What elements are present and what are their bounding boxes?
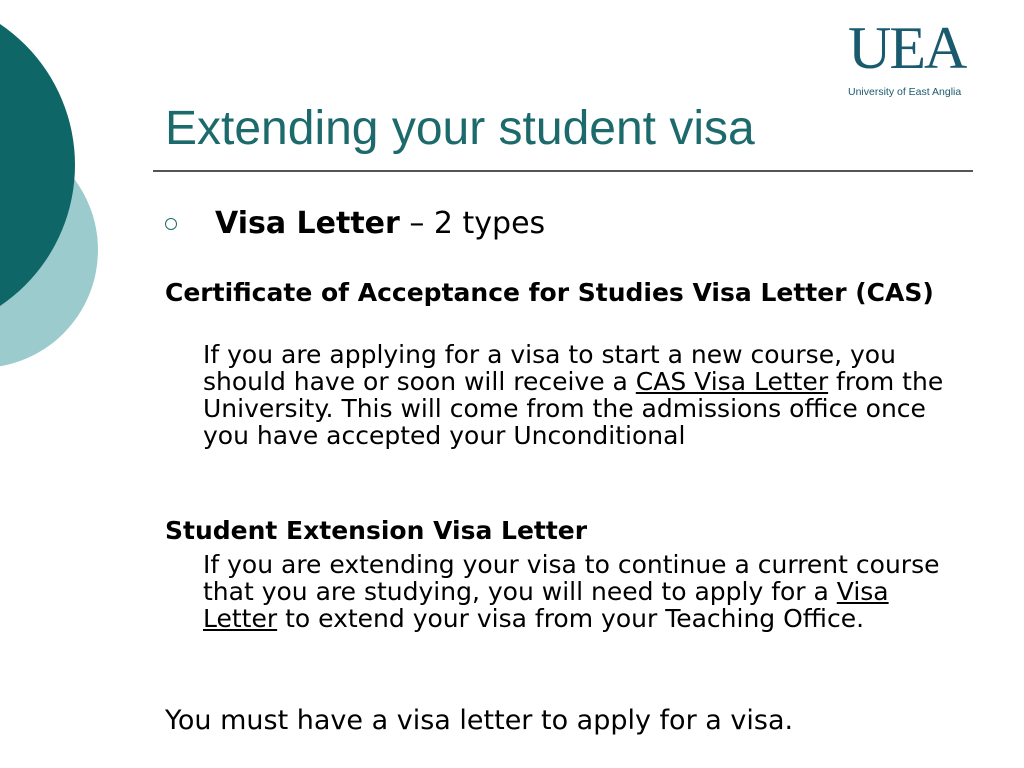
slide-title: Extending your student visa [165, 102, 755, 155]
bullet-circle-icon [165, 218, 177, 230]
extension-text-before: If you are extending your visa to continue a current course that you are studying, you will need to apply for a [203, 550, 940, 606]
extension-heading: Student Extension Visa Letter [165, 516, 588, 545]
logo-caption: University of East Anglia [848, 86, 962, 98]
logo-mark: UEA [848, 15, 966, 81]
bullet-rest-text: – 2 types [399, 206, 546, 241]
closing-statement: You must have a visa letter to apply for a visa. [165, 705, 794, 736]
cas-text-before: If you are applying for a visa to start a new course, you should have or soon will receive a [203, 340, 896, 396]
extension-paragraph [203, 551, 963, 632]
title-divider [153, 170, 973, 172]
bullet-bold-text: Visa Letter [215, 206, 400, 241]
bullet-text [215, 205, 545, 243]
visa-letter-link[interactable]: Visa Letter [203, 577, 889, 633]
cas-text-after: from the University. This will come from the admissions office once you have accepted your Unconditional [203, 367, 944, 450]
cas-visa-letter-link[interactable]: CAS Visa Letter [635, 367, 829, 396]
light-teal-circle [0, 132, 98, 368]
cas-heading: Certificate of Acceptance for Studies Visa Letter (CAS) [165, 278, 934, 307]
uea-logo [848, 15, 984, 98]
dark-teal-circle [0, 0, 75, 335]
extension-text-after: to extend your visa from your Teaching Office. [277, 604, 865, 633]
cas-paragraph [203, 341, 963, 449]
